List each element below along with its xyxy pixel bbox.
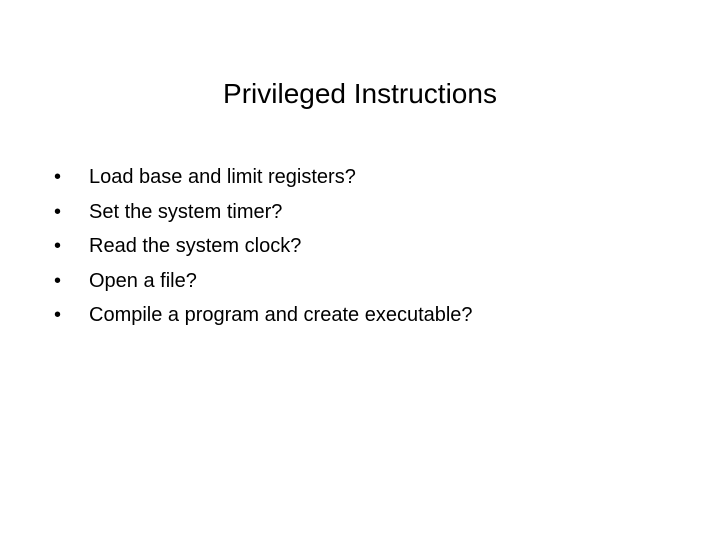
bullet-marker: •	[54, 166, 62, 188]
bullet-marker: •	[54, 200, 62, 223]
bullet-marker: •	[54, 235, 62, 257]
bullet-item	[54, 266, 473, 301]
bullet-list	[54, 162, 473, 335]
bullet-marker: •	[54, 269, 62, 292]
bullet-text: Set the system timer?	[89, 200, 283, 223]
slide-title	[0, 76, 720, 112]
bullet-item	[54, 162, 473, 197]
bullet-text: Load base and limit registers?	[89, 166, 356, 188]
bullet-item	[54, 300, 473, 335]
bullet-marker: •	[54, 304, 62, 326]
bullet-item	[54, 197, 473, 232]
bullet-text: Compile a program and create executable?	[89, 304, 473, 326]
bullet-text: Read the system clock?	[89, 235, 302, 257]
bullet-item	[54, 231, 473, 266]
bullet-text: Open a file?	[89, 269, 197, 292]
slide-title-text: Privileged Instructions	[223, 78, 497, 109]
